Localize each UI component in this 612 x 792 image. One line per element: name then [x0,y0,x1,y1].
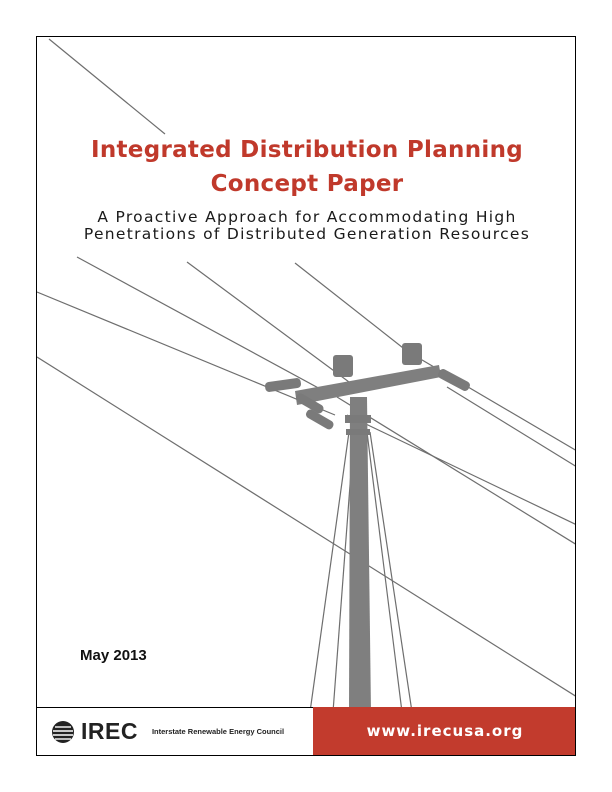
subtitle-line-1: A Proactive Approach for Accommodating High [97,208,517,226]
irec-logo-text: IREC [81,718,138,744]
website-link[interactable]: www.irecusa.org [366,722,524,740]
title-block [37,133,576,201]
organization-name: Interstate Renewable Energy Council [151,727,285,736]
publication-date: May 2013 [80,647,147,664]
title-line-1: Integrated Distribution Planning [90,137,524,163]
footer-logo-area [37,707,313,755]
title-line-2: Concept Paper [210,171,404,197]
irec-globe-icon [51,720,75,744]
cover-page [36,36,576,756]
footer-url-area [313,707,576,755]
footer-bar [37,707,576,755]
document-title [37,133,576,201]
document-subtitle [45,209,569,243]
subtitle-line-2: Penetrations of Distributed Generation Resources [83,225,531,243]
